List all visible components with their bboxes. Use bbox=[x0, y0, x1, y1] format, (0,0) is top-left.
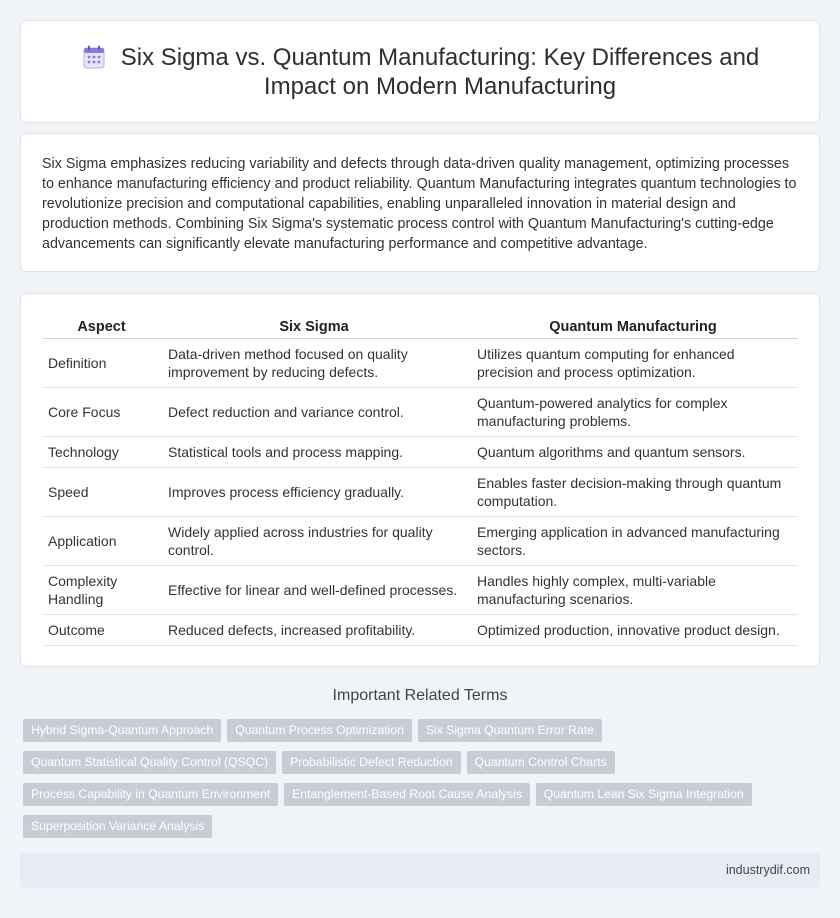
footer-bar bbox=[20, 853, 820, 888]
intro-card bbox=[20, 133, 820, 272]
cell-six-sigma: Improves process efficiency gradually. bbox=[160, 467, 468, 516]
cell-aspect: Speed bbox=[43, 467, 160, 516]
cell-quantum: Quantum-powered analytics for complex manufacturing problems. bbox=[468, 387, 798, 436]
footer-site-link[interactable]: industrydif.com bbox=[725, 863, 810, 877]
comparison-table-card bbox=[20, 293, 820, 667]
table-row bbox=[43, 614, 798, 645]
table-row bbox=[43, 436, 798, 467]
related-terms-list bbox=[23, 719, 813, 838]
cell-six-sigma: Statistical tools and process mapping. bbox=[160, 436, 468, 467]
related-term-tag[interactable]: Quantum Statistical Quality Control (QSQC) bbox=[23, 751, 276, 774]
table-row bbox=[43, 387, 798, 436]
header-quantum: Quantum Manufacturing bbox=[468, 316, 798, 338]
cell-quantum: Enables faster decision-making through quantum computation. bbox=[468, 467, 798, 516]
cell-six-sigma: Data-driven method focused on quality improvement by reducing defects. bbox=[160, 338, 468, 387]
related-term-tag[interactable]: Six Sigma Quantum Error Rate bbox=[418, 719, 602, 742]
cell-aspect: Application bbox=[43, 516, 160, 565]
table-header-row bbox=[43, 316, 798, 338]
title-card bbox=[20, 20, 820, 123]
cell-six-sigma: Defect reduction and variance control. bbox=[160, 387, 468, 436]
related-terms-heading: Important Related Terms bbox=[332, 687, 508, 704]
comparison-table bbox=[43, 316, 798, 646]
page-title: Six Sigma vs. Quantum Manufacturing: Key Differences and Impact on Modern Manufacturing bbox=[120, 44, 760, 100]
cell-quantum: Utilizes quantum computing for enhanced precision and process optimization. bbox=[468, 338, 798, 387]
cell-six-sigma: Reduced defects, increased profitability. bbox=[160, 614, 468, 645]
related-term-tag[interactable]: Probabilistic Defect Reduction bbox=[282, 751, 461, 774]
cell-aspect: Technology bbox=[43, 436, 160, 467]
cell-aspect: Definition bbox=[43, 338, 160, 387]
related-term-tag[interactable]: Entanglement-Based Root Cause Analysis bbox=[284, 783, 530, 806]
header-aspect: Aspect bbox=[43, 316, 160, 338]
cell-aspect: Core Focus bbox=[43, 387, 160, 436]
intro-paragraph: Six Sigma emphasizes reducing variability and defects through data-driven quality management, optimizing processes to enhance manufacturing efficiency and product reliability. Quantum Manufacturing integrates quantum technologies to revolutionize precision and computational capabilities, enabling unparalleled innovation in material design and production methods. Combining Six Sigma's systematic process control with Quantum Manufacturing's cutting-edge advancements can significantly elevate manufacturing performance and competitive advantage. bbox=[42, 156, 797, 252]
related-term-tag[interactable]: Superposition Variance Analysis bbox=[23, 815, 212, 838]
cell-quantum: Emerging application in advanced manufacturing sectors. bbox=[468, 516, 798, 565]
table-row bbox=[43, 338, 798, 387]
related-term-tag[interactable]: Quantum Process Optimization bbox=[227, 719, 412, 742]
related-term-tag[interactable]: Hybrid Sigma-Quantum Approach bbox=[23, 719, 221, 742]
cell-aspect: Outcome bbox=[43, 614, 160, 645]
header-six-sigma: Six Sigma bbox=[160, 316, 468, 338]
table-row bbox=[43, 565, 798, 614]
related-term-tag[interactable]: Quantum Lean Six Sigma Integration bbox=[536, 783, 752, 806]
cell-six-sigma: Widely applied across industries for quality control. bbox=[160, 516, 468, 565]
cell-aspect: Complexity Handling bbox=[43, 565, 160, 614]
cell-quantum: Quantum algorithms and quantum sensors. bbox=[468, 436, 798, 467]
related-term-tag[interactable]: Process Capability in Quantum Environment bbox=[23, 783, 278, 806]
related-term-tag[interactable]: Quantum Control Charts bbox=[467, 751, 615, 774]
table-row bbox=[43, 467, 798, 516]
cell-quantum: Handles highly complex, multi-variable manufacturing scenarios. bbox=[468, 565, 798, 614]
table-row bbox=[43, 516, 798, 565]
cell-six-sigma: Effective for linear and well-defined processes. bbox=[160, 565, 468, 614]
cell-quantum: Optimized production, innovative product design. bbox=[468, 614, 798, 645]
